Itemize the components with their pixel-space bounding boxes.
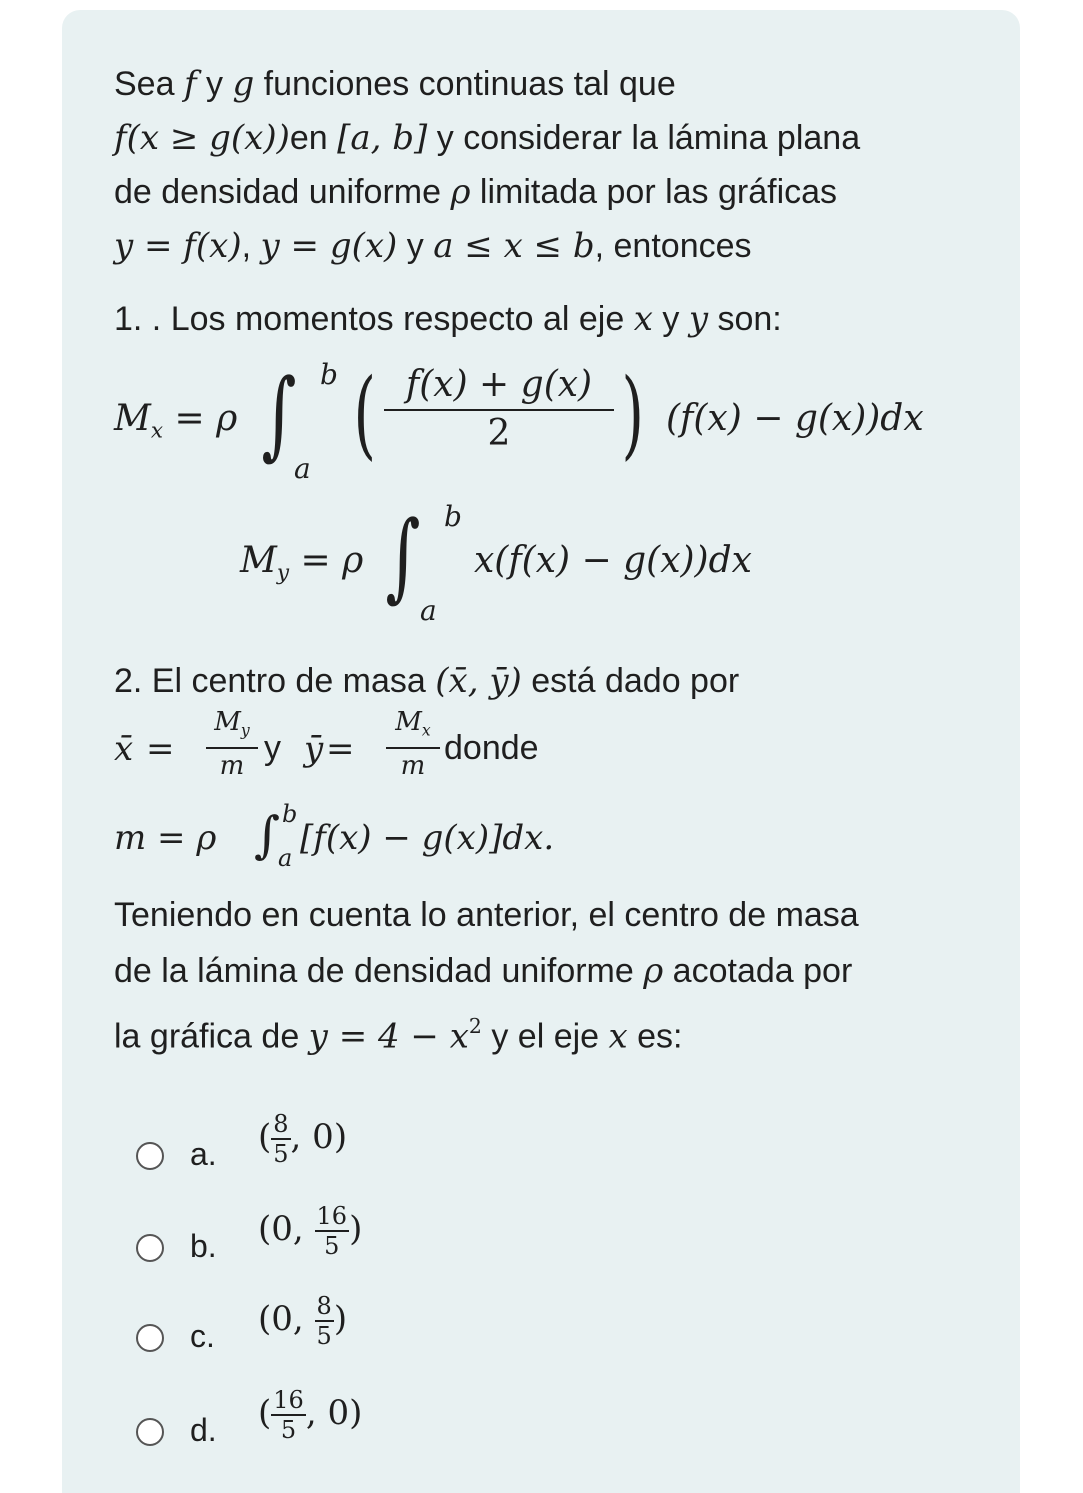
text: de densidad uniforme [114,173,451,211]
paren: ) [349,1393,363,1433]
separator: , [290,1117,313,1157]
text: y considerar la lámina plana [427,119,861,157]
text: , [241,227,261,265]
moment-y-formula [240,500,940,630]
fraction-denominator: 2 [487,413,511,454]
option-value [258,1110,347,1168]
moment-x-formula [114,360,994,490]
text: y el eje [481,1017,609,1056]
math-integrand: [f(x) − g(x)]dx. [300,818,555,858]
math-M: M [395,707,422,737]
math-eq: = [326,729,355,769]
fraction-numerator: f(x) + g(x) [384,364,614,411]
question-line-3 [114,1004,683,1058]
math-rho: ρ [643,951,664,991]
math-condition: f(x ≥ g(x)) [114,118,290,158]
math-center: (x̄, ȳ) [435,661,522,701]
option-label: a. [190,1136,217,1172]
integrand-tail: (f(x) − g(x))dx [666,398,924,439]
math-x: x [633,299,653,339]
integral-sign: ∫ [254,806,281,864]
radio-button[interactable] [136,1324,164,1352]
separator: , [292,1299,315,1339]
upper-limit: b [282,800,298,828]
radio-button[interactable] [136,1418,164,1446]
text: limitada por las gráficas [470,173,838,211]
numerator: 16 [316,1202,348,1230]
lower-limit: a [294,452,311,485]
text: la gráfica de [114,1017,309,1056]
math-y-g: y = g(x) [260,226,398,266]
question-line-2 [114,949,852,993]
math-ybar: ȳ [304,729,324,769]
text: de la lámina de densidad uniforme [114,952,644,990]
text: es: [627,1017,683,1056]
math-sub-x: x [150,418,164,444]
coordinate: 0 [312,1117,334,1157]
math-xbar: x̄ [114,729,134,769]
item-2-line-1 [114,659,739,703]
paren: ( [258,1117,272,1157]
math-f: f [183,64,197,104]
fraction [271,1386,306,1444]
lower-limit: a [420,594,437,627]
question-line-1: Teniendo en cuenta lo anterior, el centro de masa [114,896,859,934]
text: Sea [114,65,184,103]
math-m: m [400,751,426,782]
radio-button[interactable] [136,1142,164,1170]
denominator: 5 [280,1416,297,1444]
option-value [258,1202,362,1260]
math-y: y [688,299,709,339]
option-label: b. [190,1228,217,1264]
math-g: g [232,64,255,104]
intro-line-2 [114,116,860,160]
math-rho: ρ [450,172,471,212]
denominator: 5 [273,1140,289,1168]
coordinate: 0 [271,1299,293,1339]
right-paren: ) [621,358,644,470]
text: son: [708,300,782,338]
upper-limit: b [444,500,462,533]
intro-line-4 [114,224,752,268]
integral-sign: ∫ [385,500,421,612]
math-interval: [a, b] [337,118,428,158]
math-parabola: y = 4 − x [308,1016,469,1057]
numerator: 16 [273,1386,304,1414]
paren: ( [258,1209,272,1249]
text: y [397,227,434,265]
paren: ) [333,1117,348,1157]
integral-sign: ∫ [261,358,297,470]
upper-limit: b [320,358,338,391]
radio-button[interactable] [136,1234,164,1262]
fraction [315,1292,334,1350]
text: donde [444,729,539,767]
math-M: M [240,540,277,581]
denominator: 5 [324,1232,340,1260]
paren: ( [258,1393,272,1433]
numerator: 8 [273,1110,289,1138]
separator: , [292,1209,315,1249]
paren: ) [349,1209,363,1249]
numerator: 8 [316,1292,332,1320]
left-paren: ( [353,358,376,470]
text: está dado por [521,662,740,700]
denominator: 5 [316,1322,332,1350]
intro-line-1 [114,62,676,106]
paren: ) [333,1299,348,1339]
text: y [196,65,233,103]
math-sub-y: y [276,560,290,586]
text: , entonces [594,227,752,265]
option-value [258,1386,362,1444]
option-label: c. [190,1318,215,1354]
lower-limit: a [278,844,293,872]
math-sub: y [240,721,250,740]
text: 2. El centro de masa [114,662,436,700]
math-mass-lhs: m = ρ [114,818,217,858]
coordinate: 0 [271,1209,293,1249]
coordinate: 0 [327,1393,350,1433]
integrand: x(f(x) − g(x))dx [474,540,752,581]
option-label: d. [190,1412,217,1448]
separator: , [305,1393,328,1433]
fraction [315,1202,350,1260]
text: funciones continuas tal que [254,65,676,103]
math-y-f: y = f(x) [114,226,242,266]
text: y [652,300,689,338]
text: en [289,119,338,157]
math-x: x [608,1016,628,1057]
item-1-text [114,297,782,341]
math-sub: x [421,721,431,740]
math-eq-rho: = ρ [163,398,238,439]
option-value [258,1292,347,1350]
math-eq: = [146,729,175,769]
intro-line-3 [114,170,837,214]
math-exponent: 2 [468,1014,482,1038]
text: 1. . Los momentos respecto al eje [114,300,634,338]
text: acotada por [663,952,853,990]
math-range: a ≤ x ≤ b [433,226,595,266]
fraction [271,1110,290,1168]
math-m: m [219,751,245,782]
math-eq-rho: = ρ [289,540,364,581]
math-M: M [114,398,151,439]
paren: ( [258,1299,272,1339]
text: y [264,729,281,767]
math-M: M [214,707,241,737]
